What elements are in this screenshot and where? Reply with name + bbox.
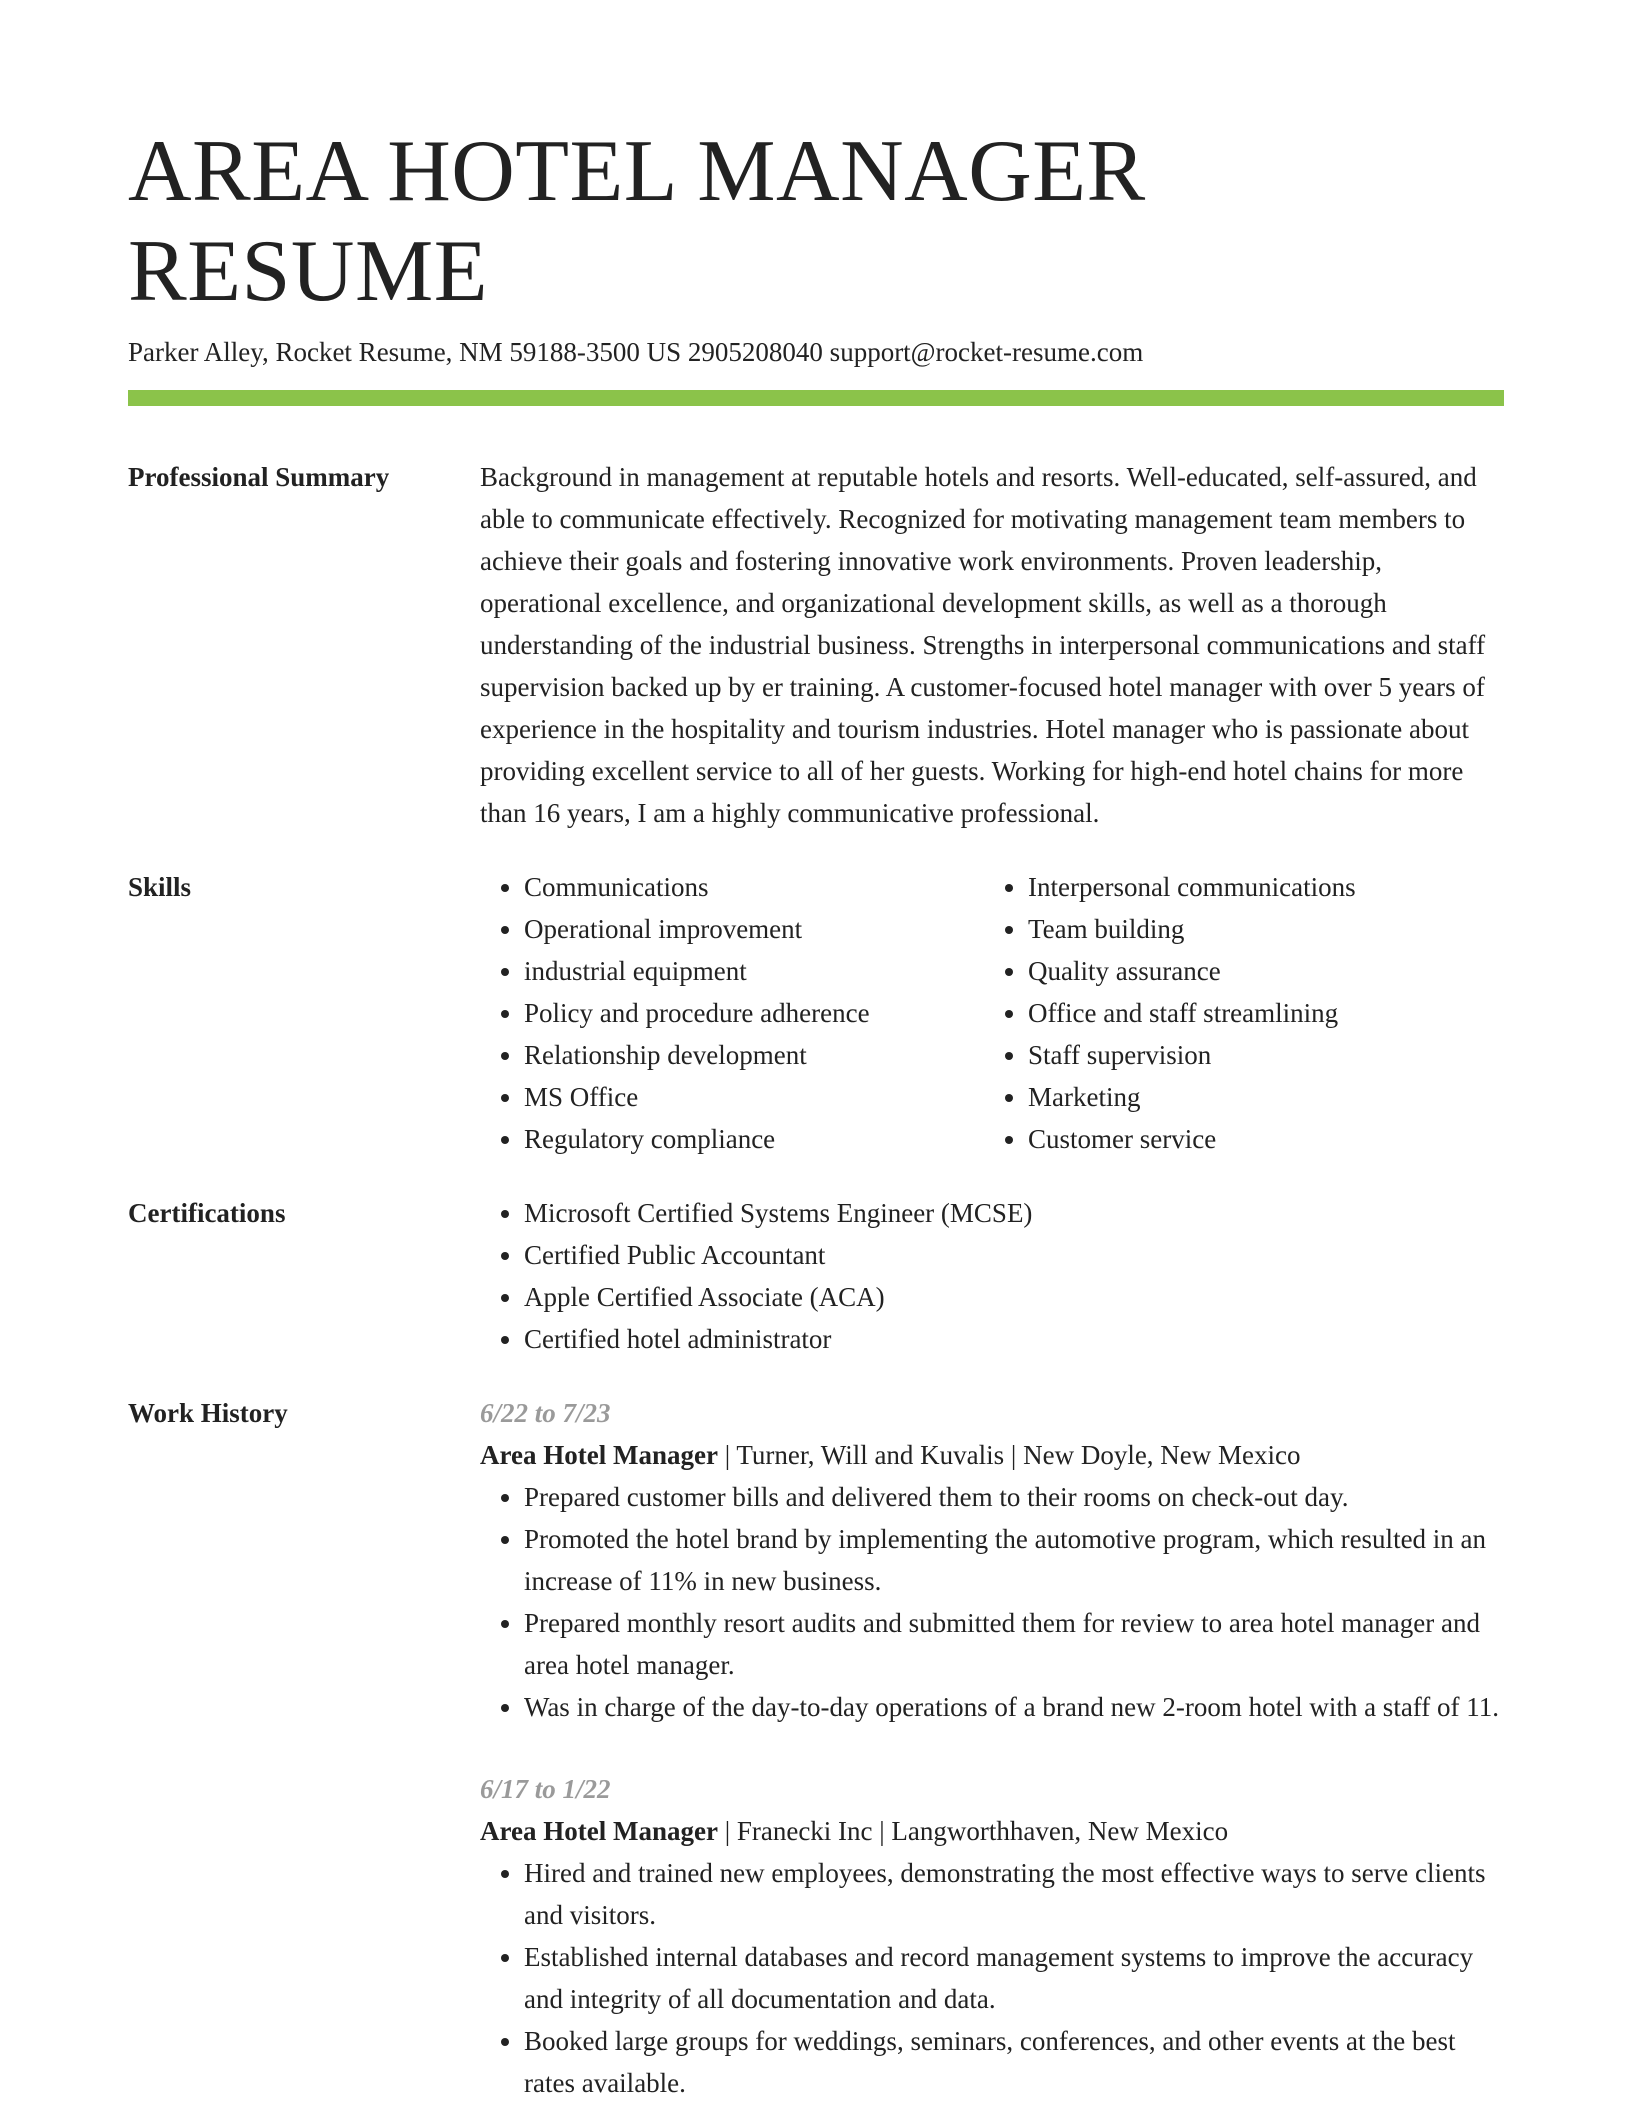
skill-item: • Communications	[524, 866, 984, 908]
job-bullet: • Was in charge of the day-to-day operations of a brand new 2-room hotel with a staff of 11.	[524, 1686, 1504, 1728]
skill-item: • industrial equipment	[524, 950, 984, 992]
summary-text: Background in management at reputable hotels and resorts. Well-educated, self-assured, and able to communicate effectively. Recognized for motivating management team members to achieve their goals and fostering innovative work environments. Proven leadership, operational excellence, and organizational development skills, as well as a thorough understanding of the industrial business. Strengths in interpersonal communications and staff supervision backed up by er training. A customer-focused hotel manager with over 5 years of experience in the hospitality and tourism industries. Hotel manager who is passionate about providing excellent service to all of her guests. Working for high-end hotel chains for more than 16 years, I am a highly communicative professional.	[480, 462, 1486, 828]
job-bullet: • Booked large groups for weddings, seminars, conferences, and other events at the best rates available.	[524, 2020, 1504, 2104]
contact-line: Parker Alley, Rocket Resume, NM 59188-3500 US 2905208040 support@rocket-resume.com	[128, 337, 1144, 367]
job-bullet: • Established internal databases and record management systems to improve the accuracy and integrity of all documentation and data.	[524, 1936, 1504, 2020]
job-dates: 6/22 to 7/23	[480, 1398, 611, 1428]
certification-item: • Certified Public Accountant	[524, 1234, 1504, 1276]
skill-item: • Policy and procedure adherence	[524, 992, 984, 1034]
section-professional-summary	[128, 456, 1504, 834]
skills-grid	[480, 866, 1504, 1160]
job-title: Area Hotel Manager	[480, 1816, 718, 1846]
certifications-list	[480, 1192, 1504, 1360]
job-entry	[480, 1392, 1504, 1728]
job-bullet: • Prepared monthly resort audits and submitted them for review to area hotel manager and area hotel manager.	[524, 1602, 1504, 1686]
section-label: Certifications	[128, 1198, 286, 1228]
job-bullet: • Promoted the hotel brand by implementing the automotive program, which resulted in an increase of 11% in new business.	[524, 1518, 1504, 1602]
skill-item: • Office and staff streamlining	[1028, 992, 1488, 1034]
section-label: Work History	[128, 1398, 288, 1428]
skill-item: • Interpersonal communications	[1028, 866, 1488, 908]
job-bullet: • Hired and trained new employees, demonstrating the most effective ways to serve clients and visitors.	[524, 1852, 1504, 1936]
skill-item: • Customer service	[1028, 1118, 1488, 1160]
work-history-body	[480, 1392, 1504, 2104]
job-title: Area Hotel Manager	[480, 1440, 718, 1470]
skills-list-left	[480, 866, 984, 1160]
job-bullet: • Prepared customer bills and delivered them to their rooms on check-out day.	[524, 1476, 1504, 1518]
skill-item: • Quality assurance	[1028, 950, 1488, 992]
certification-item: • Certified hotel administrator	[524, 1318, 1504, 1360]
certifications-body	[480, 1192, 1504, 1360]
job-details: | Turner, Will and Kuvalis | New Doyle, New Mexico	[717, 1440, 1301, 1470]
skills-list-right	[984, 866, 1488, 1160]
section-certifications	[128, 1192, 1504, 1360]
job-heading	[480, 1434, 1504, 1476]
section-label: Skills	[128, 872, 192, 902]
resume-page	[128, 122, 1504, 2104]
certification-item: • Microsoft Certified Systems Engineer (MCSE)	[524, 1192, 1504, 1234]
skills-column-left	[480, 866, 984, 1160]
skill-item: • Marketing	[1028, 1076, 1488, 1118]
certification-item: • Apple Certified Associate (ACA)	[524, 1276, 1504, 1318]
section-work-history	[128, 1392, 1504, 2104]
resume-title: AREA HOTEL MANAGER RESUME	[128, 123, 1146, 320]
skill-item: • Team building	[1028, 908, 1488, 950]
accent-divider	[128, 390, 1504, 406]
skill-item: • Regulatory compliance	[524, 1118, 984, 1160]
job-dates: 6/17 to 1/22	[480, 1774, 611, 1804]
job-bullets	[480, 1852, 1504, 2104]
skill-item: • Relationship development	[524, 1034, 984, 1076]
section-skills	[128, 866, 1504, 1160]
job-heading	[480, 1810, 1504, 1852]
skill-item: • Staff supervision	[1028, 1034, 1488, 1076]
job-details: | Franecki Inc | Langworthhaven, New Mexico	[717, 1816, 1229, 1846]
job-bullets	[480, 1476, 1504, 1728]
skills-column-right	[984, 866, 1488, 1160]
skill-item: • MS Office	[524, 1076, 984, 1118]
section-label: Professional Summary	[128, 462, 390, 492]
skill-item: • Operational improvement	[524, 908, 984, 950]
job-entry	[480, 1768, 1504, 2104]
